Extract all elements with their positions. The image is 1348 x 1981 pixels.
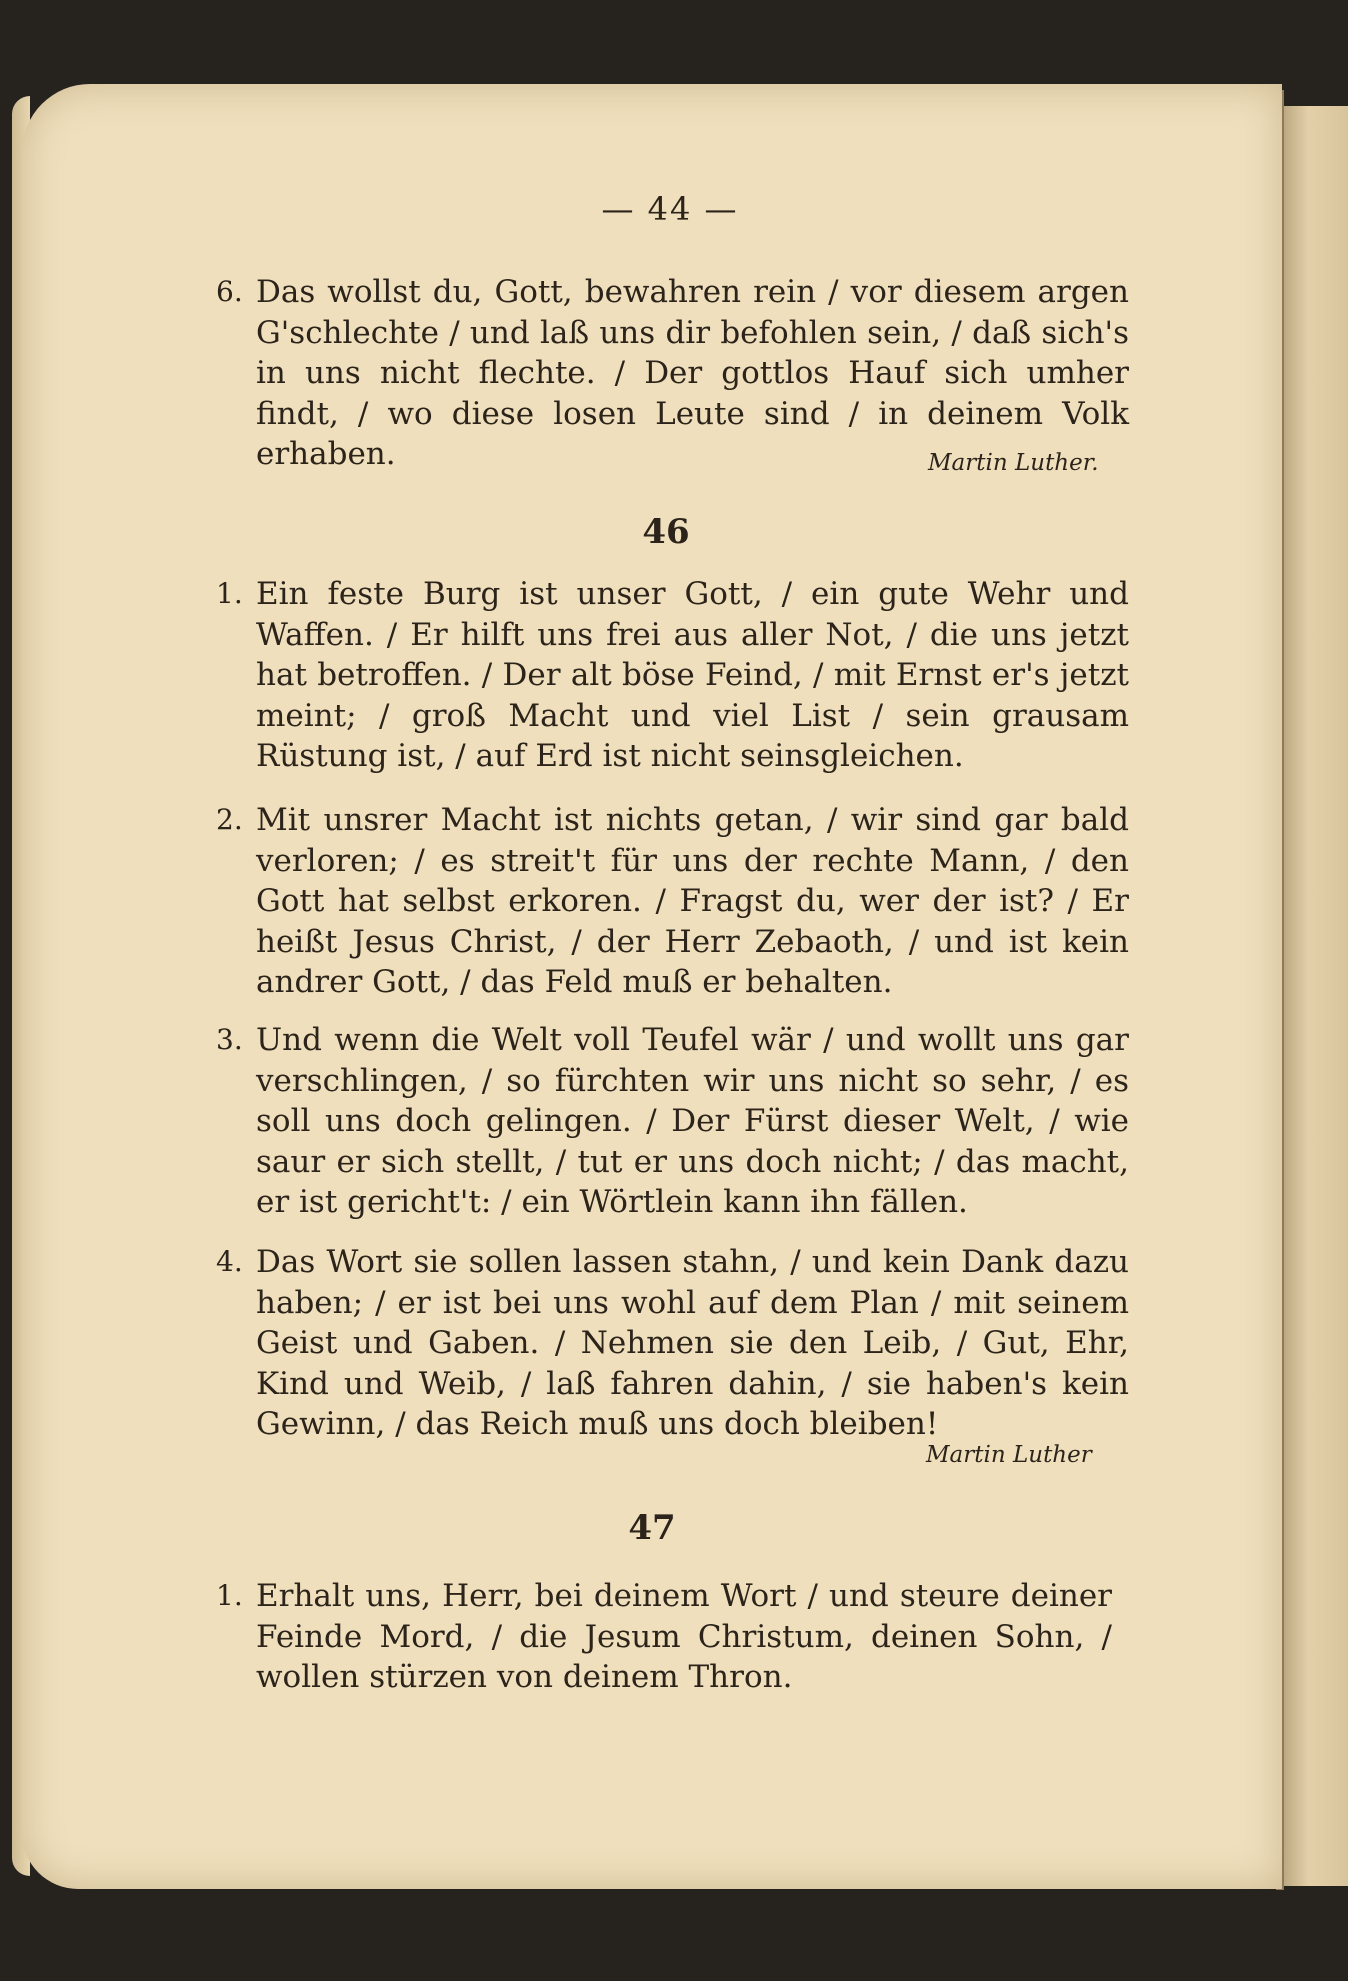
hymn-number-47: 47 bbox=[628, 1508, 676, 1548]
hymn46-verse-3 bbox=[216, 1020, 1129, 1223]
verse-text: Erhalt uns, Herr, bei deinem Wort / und steure deiner Feinde Mord, / die Jesum Christum, deinen Sohn, / wollen stürzen von deinem Thron. bbox=[256, 1578, 1112, 1695]
hymn46-verse-1 bbox=[216, 574, 1129, 777]
verse-text: Das wollst du, Gott, bewahren rein / vor diesem argen G'schlechte / und laß uns dir befohlen sein, / daß sich's in uns nicht flechte. / Der gottlos Hauf sich umher findt, / wo diese losen Leute sind / in deinem Volk erhaben. bbox=[256, 274, 1129, 472]
verse-number: 1. bbox=[216, 1579, 243, 1612]
page-number: — 44 — bbox=[601, 190, 739, 228]
verse-number: 3. bbox=[216, 1023, 243, 1056]
hymn46-verse-4 bbox=[216, 1242, 1129, 1445]
facing-page-edge bbox=[1282, 106, 1348, 1886]
verse-text: Ein feste Burg ist unser Gott, / ein gute Wehr und Waffen. / Er hilft uns frei aus aller Not, / die uns jetzt hat betroffen. / Der alt böse Feind, / mit Ernst er's jetzt meint; / groß Macht und viel List / sein grausam Rüstung ist, / auf Erd ist nicht seinsgleichen. bbox=[256, 576, 1129, 774]
verse-text: Mit unsrer Macht ist nichts getan, / wir sind gar bald verloren; / es streit't für uns der rechte Mann, / den Gott hat selbst erkoren. / Fragst du, wer der ist? / Er heißt Jesus Christ, / der Herr Zebaoth, / und ist kein andrer Gott, / das Feld muß er behalten. bbox=[256, 802, 1129, 1000]
verse-text: Das Wort sie sollen lassen stahn, / und kein Dank dazu haben; / er ist bei uns wohl auf dem Plan / mit seinem Geist und Gaben. / Nehmen sie den Leib, / Gut, Ehr, Kind und Weib, / laß fahren dahin, / sie haben's kein Gewinn, / das Reich muß uns doch bleiben! bbox=[256, 1244, 1129, 1442]
hymn45-verse-6 bbox=[216, 272, 1129, 475]
hymn46-verse-2 bbox=[216, 800, 1129, 1003]
author-attribution: Martin Luther. bbox=[928, 450, 1099, 476]
hymn47-verse-1 bbox=[216, 1576, 1112, 1698]
verse-text: Und wenn die Welt voll Teufel wär / und wollt uns gar verschlingen, / so fürchten wir uns nicht so sehr, / es soll uns doch gelingen. / Der Fürst dieser Welt, / wie saur er sich stellt, / tut er uns doch nicht; / das macht, er ist gericht't: / ein Wörtlein kann ihn fällen. bbox=[256, 1022, 1129, 1220]
author-attribution: Martin Luther bbox=[926, 1442, 1092, 1468]
verse-number: 2. bbox=[216, 803, 243, 836]
verse-number: 6. bbox=[216, 275, 243, 308]
verse-number: 4. bbox=[216, 1245, 243, 1278]
verse-number: 1. bbox=[216, 577, 243, 610]
hymn-number-46: 46 bbox=[642, 512, 690, 552]
